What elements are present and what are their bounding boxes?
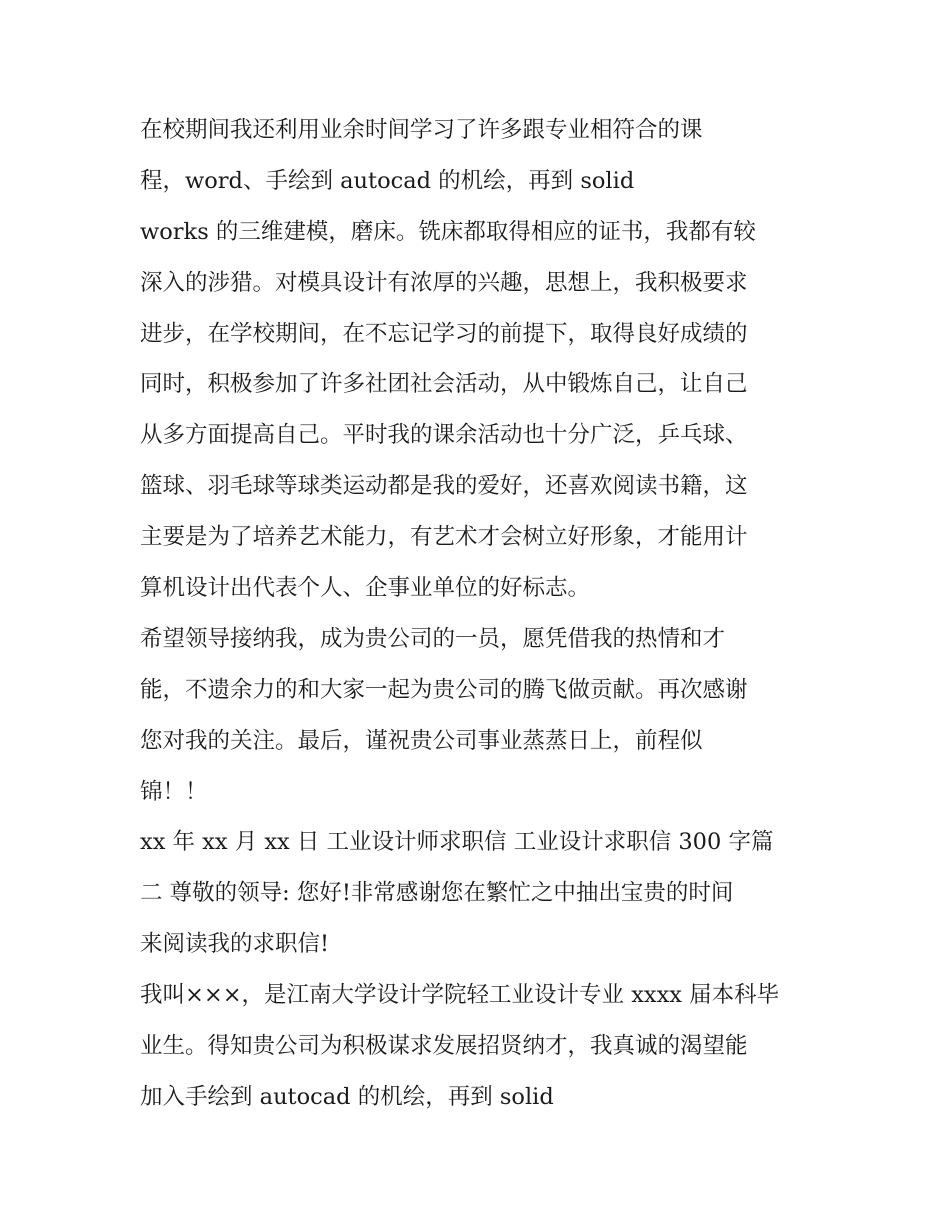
- text-line: 进步，在学校期间，在不忘记学习的前提下，取得良好成绩的: [140, 320, 748, 347]
- text-line: 主要是为了培养艺术能力，有艺术才会树立好形象，才能用计: [140, 524, 748, 551]
- text-line: 同时，积极参加了许多社团社会活动，从中锻炼自己，让自己: [140, 371, 748, 398]
- text-line: works 的三维建模，磨床。铣床都取得相应的证书，我都有较: [140, 218, 756, 245]
- text-line: 来阅读我的求职信!: [140, 931, 330, 958]
- text-line: xx 年 xx 月 xx 日 工业设计师求职信 工业设计求职信 300 字篇: [140, 829, 774, 856]
- text-line: 能，不遗余力的和大家一起为贵公司的腾飞做贡献。再次感谢: [140, 676, 748, 703]
- text-line: 希望领导接纳我，成为贵公司的一员，愿凭借我的热情和才: [140, 625, 726, 652]
- text-line: 您对我的关注。最后，谨祝贵公司事业蒸蒸日上，前程似: [140, 727, 703, 754]
- text-line: 从多方面提高自己。平时我的课余活动也十分广泛，乒乓球、: [140, 422, 748, 449]
- text-line: 在校期间我还利用业余时间学习了许多跟专业相符合的课: [140, 117, 703, 143]
- text-line: 篮球、羽毛球等球类运动都是我的爱好，还喜欢阅读书籍，这: [140, 473, 748, 500]
- text-line: 我叫×××，是江南大学设计学院轻工业设计专业 xxxx 届本科毕: [140, 982, 780, 1009]
- text-line: 加入手绘到 autocad 的机绘，再到 solid: [140, 1083, 554, 1110]
- text-line: 二 尊敬的领导: 您好!非常感谢您在繁忙之中抽出宝贵的时间: [140, 880, 734, 907]
- text-line: 程，word、手绘到 autocad 的机绘，再到 solid: [140, 167, 635, 194]
- text-line: 算机设计出代表个人、企事业单位的好标志。: [140, 575, 591, 602]
- text-line: 深入的涉猎。对模具设计有浓厚的兴趣，思想上，我积极要求: [140, 269, 748, 296]
- document-body: [140, 105, 820, 1123]
- text-line: 业生。得知贵公司为积极谋求发展招贤纳才，我真诚的渴望能: [140, 1033, 748, 1060]
- text-line: 锦！！: [140, 778, 208, 805]
